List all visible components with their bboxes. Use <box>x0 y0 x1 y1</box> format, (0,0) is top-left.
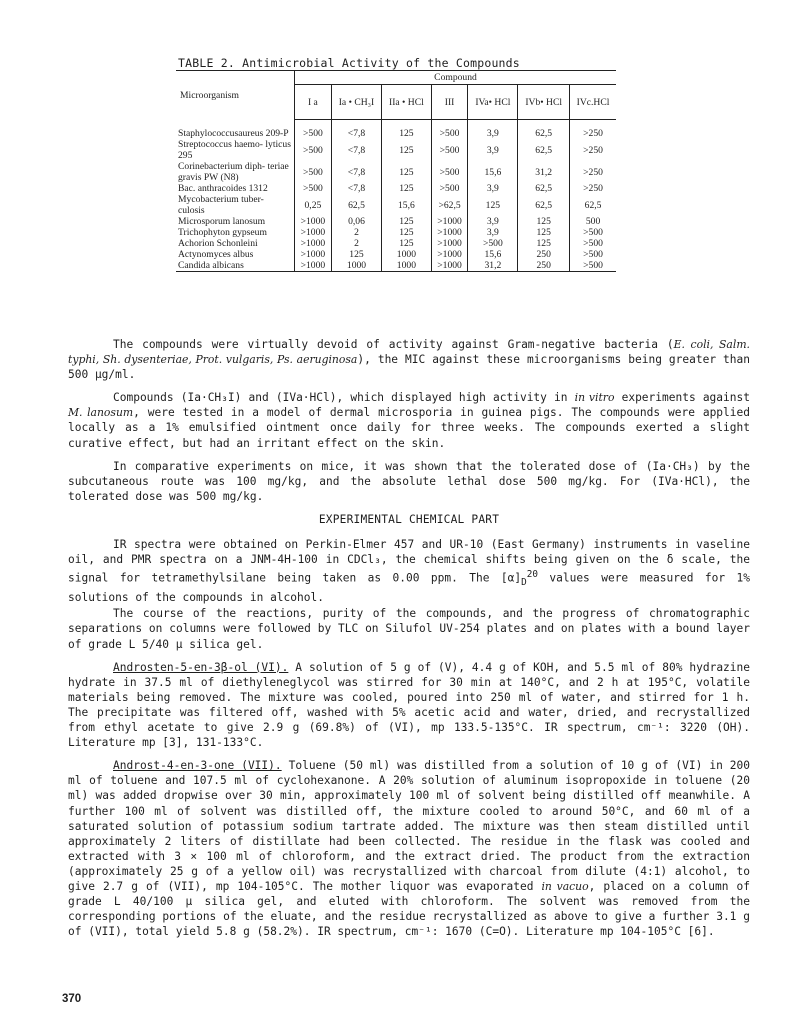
text-run: Toluene (50 ml) was distilled from a solution of 10 g of (VI) in 200 ml of toluene and 107.5 ml of cyclohexanone. A 20% solution of aluminum isopropoxide in toluene (20 ml) was added dropwise over 30 min, approximately 100 ml of solvent being distilled off meanwhile. A further 100 ml of solvent was distilled off, the mixture cooled to around 50°C, and 60 ml of a saturated solution of potassium sodium tartrate added. The mixture was then steam distilled until approximately 2 liters of distillate had been collected. The residue in the flask was cooled and extracted with 3 × 100 ml of chloroform, and the extract dried. The product from the extraction (approximately 25 g of a yellow oil) was recrystallized with charcoal from dilute (4:1) alcohol, to give 2.7 g of (VII), mp 104-105°C. The mother liquor was evaporated <box>68 759 751 893</box>
text-run: , were tested in a model of dermal microsporia in guinea pigs. The compounds were applied locally as a 1% emulsified ointment once daily for three weeks. The compounds exerted a slight curative effect, but had an irritant effect on the skin. <box>68 406 750 450</box>
mic-value-cell: >1000 <box>431 216 468 227</box>
column-header-compound: Ia • CH₃I <box>331 85 381 120</box>
paragraph-compound-vii <box>68 758 750 939</box>
text-run: , placed on a column of grade L 40/100 μ silica gel, and eluted with chloroform. The solvent was removed from the corresponding portions of the eluate, and the residue recrystallized as above to give a further 3.1 g of (VII), total yield 5.8 g (58.2%). IR spectrum, cm⁻¹: 1670 (C=O). Literature mp 104-105°C [6]. <box>68 879 750 939</box>
mic-value-cell: 125 <box>518 227 570 238</box>
mic-value-cell: >500 <box>431 139 468 161</box>
mic-value-cell: >500 <box>570 249 616 260</box>
mic-value-cell: >500 <box>295 128 332 139</box>
mic-value-cell: 125 <box>518 216 570 227</box>
mic-value-cell: >500 <box>570 260 616 272</box>
mic-value-cell: >500 <box>431 161 468 183</box>
mic-value-cell: 15,6 <box>468 249 518 260</box>
mic-value-cell: >62,5 <box>431 194 468 216</box>
italic-term: M. lanosum <box>68 406 134 420</box>
table-row <box>176 128 616 139</box>
mic-value-cell: >500 <box>431 128 468 139</box>
mic-value-cell: >1000 <box>431 260 468 272</box>
mic-value-cell: >250 <box>570 183 616 194</box>
mic-value-cell: 500 <box>570 216 616 227</box>
mic-value-cell: <7,8 <box>331 183 381 194</box>
table-row <box>176 161 616 183</box>
mic-value-cell: >500 <box>570 227 616 238</box>
mic-value-cell: >1000 <box>295 238 332 249</box>
mic-value-cell: 0,25 <box>295 194 332 216</box>
section-heading: EXPERIMENTAL CHEMICAL PART <box>318 512 500 526</box>
microorganism-name: Achorion Schonleini <box>178 238 258 249</box>
mic-value-cell: 62,5 <box>518 128 570 139</box>
mic-value-cell: >1000 <box>431 249 468 260</box>
mic-value-cell: <7,8 <box>331 161 381 183</box>
mic-value-cell: >1000 <box>295 227 332 238</box>
mic-value-cell: >250 <box>570 128 616 139</box>
column-group-compound: Compound <box>295 71 617 85</box>
paragraph-compound-vi <box>68 660 750 751</box>
species-list: E. coli, Salm. typhi, Sh. dysenteriae, Prot. vulgaris, Ps. aeruginosa <box>68 338 750 367</box>
mic-value-cell: 1000 <box>382 260 431 272</box>
mic-value-cell: 62,5 <box>331 194 381 216</box>
table-row <box>176 183 616 194</box>
mic-value-cell: 125 <box>382 216 431 227</box>
page-number: 370 <box>62 993 82 1005</box>
mic-value-cell: 62,5 <box>518 194 570 216</box>
column-header-compound: IIa • HCl <box>382 85 431 120</box>
mic-value-cell: 3,9 <box>468 227 518 238</box>
text-run: values were measured for 1% solutions of the compounds in alcohol. <box>68 571 750 605</box>
table-caption: TABLE 2. Antimicrobial Activity of the Compounds <box>178 56 520 70</box>
text-run: IR spectra were obtained on Perkin-Elmer 457 and UR-10 (East Germany) instruments in vaseline oil, and PMR spectra on a JNM-4H-100 in CDCl₃, the chemical shifts being given on the δ scale, the signal for tetramethylsilane being taken as 0.00 ppm. The <box>68 538 750 585</box>
mic-value-cell: 15,6 <box>382 194 431 216</box>
paragraph-gram-negative <box>68 337 750 382</box>
microorganism-name: Bac. anthracoides 1312 <box>178 183 268 194</box>
mic-value-cell: 125 <box>382 128 431 139</box>
mic-value-cell: >250 <box>570 139 616 161</box>
microorganism-name: Trichophyton gypseum <box>178 227 267 238</box>
mic-value-cell: >1000 <box>295 216 332 227</box>
mic-value-cell: 62,5 <box>570 194 616 216</box>
mic-value-cell: 1000 <box>382 249 431 260</box>
mic-value-cell: 62,5 <box>518 183 570 194</box>
italic-term: in vacuo <box>541 879 589 893</box>
mic-value-cell: >250 <box>570 161 616 183</box>
microorganism-name: Mycobacterium tuber- culosis <box>178 194 264 216</box>
mic-value-cell: 3,9 <box>468 128 518 139</box>
mic-value-cell: 31,2 <box>518 161 570 183</box>
microorganism-name: Staphylococcusaureus 209-P <box>178 128 289 139</box>
mic-value-cell: 250 <box>518 260 570 272</box>
mic-value-cell: >500 <box>295 139 332 161</box>
mic-value-cell: 250 <box>518 249 570 260</box>
compound-title: Androsten-5-en-3β-ol (VI). <box>113 660 289 674</box>
column-header-compound: III <box>431 85 468 120</box>
rotation-superscript: 20 <box>526 569 538 581</box>
column-header-compound: I a <box>295 85 332 120</box>
mic-value-cell: 3,9 <box>468 183 518 194</box>
rotation-symbol: [α] <box>500 571 522 585</box>
column-header-compound: IVa• HCl <box>468 85 518 120</box>
mic-value-cell: >1000 <box>295 249 332 260</box>
mic-value-cell: 3,9 <box>468 139 518 161</box>
table-row <box>176 227 616 238</box>
table-row <box>176 194 616 216</box>
mic-value-cell: 125 <box>382 227 431 238</box>
paragraph-tlc: The course of the reactions, purity of the compounds, and the progress of chromatographic separations on columns were followed by TLC on Silufol UV-254 plates and on plates with a bound layer of grade L 5/40 μ silica gel. <box>68 607 750 651</box>
mic-value-cell: >500 <box>431 183 468 194</box>
column-header-microorganism: Microorganism <box>176 71 295 120</box>
compound-title: Androst-4-en-3-one (VII). <box>113 759 282 773</box>
table-spacer-row <box>176 120 616 129</box>
mic-value-cell: >500 <box>295 161 332 183</box>
mic-value-cell: >1000 <box>431 227 468 238</box>
microorganism-name: Corinebacterium diph- teriae gravis PW (N8) <box>178 161 289 183</box>
text-run: experiments against <box>614 391 750 405</box>
mic-value-cell: 125 <box>468 194 518 216</box>
mic-value-cell: <7,8 <box>331 128 381 139</box>
text-run: Compounds (Ia·CH₃I) and (IVa·HCl), which displayed high activity in <box>113 391 575 405</box>
mic-value-cell: >500 <box>468 238 518 249</box>
table-row <box>176 216 616 227</box>
mic-value-cell: 125 <box>382 139 431 161</box>
rotation-subscript: D <box>521 577 527 589</box>
mic-value-cell: >500 <box>295 183 332 194</box>
mic-value-cell: 2 <box>331 238 381 249</box>
microorganism-name: Candida albicans <box>176 260 295 272</box>
mic-value-cell: 125 <box>382 183 431 194</box>
mic-value-cell: 1000 <box>331 260 381 272</box>
table-row <box>176 249 616 260</box>
mic-value-cell: >1000 <box>295 260 332 272</box>
mic-value-cell: 2 <box>331 227 381 238</box>
mic-value-cell: 125 <box>382 161 431 183</box>
body-text <box>68 337 750 947</box>
microorganism-name: Microsporum lanosum <box>178 216 266 227</box>
text-run: A solution of 5 g of (V), 4.4 g of KOH, and 5.5 ml of 80% hydrazine hydrate in 37.5 ml of diethyleneglycol was stirred for 30 min at 140°C, and 2 h at 195°C, volatile materials being removed. The mixture was cooled, poured into 250 ml of water, and stirred for 1 h. The precipitate was filtered off, washed with 5% acetic acid and water, dried, and recrystallized from ethyl acetate to give 2.9 g (69.8%) of (VI), mp 133.5-135°C. IR spectrum, cm⁻¹: 3220 (OH). Literature mp [3], 131-133°C. <box>68 660 750 750</box>
antimicrobial-activity-table <box>176 70 616 272</box>
table-row <box>176 139 616 161</box>
table-row <box>176 260 616 272</box>
paragraph-instruments <box>68 537 750 605</box>
mic-value-cell: 125 <box>382 238 431 249</box>
table-row <box>176 238 616 249</box>
microorganism-name: Streptococcus haemo- lyticus 295 <box>178 139 291 161</box>
mic-value-cell: 125 <box>331 249 381 260</box>
mic-value-cell: >500 <box>570 238 616 249</box>
text-run: The compounds were virtually devoid of activity against Gram-negative bacteria ( <box>113 338 674 351</box>
column-header-compound: IVb• HCl <box>518 85 570 120</box>
mic-value-cell: 15,6 <box>468 161 518 183</box>
mic-value-cell: 125 <box>518 238 570 249</box>
mic-value-cell: <7,8 <box>331 139 381 161</box>
paragraph-microsporia <box>68 390 750 450</box>
mic-value-cell: >1000 <box>431 238 468 249</box>
microorganism-name: Actynomyces albus <box>178 249 254 260</box>
column-header-compound: IVc.HCl <box>570 85 616 120</box>
italic-term: in vitro <box>574 391 615 405</box>
text-run: ), the MIC against these microorganisms being greater than 500 μg/ml. <box>68 353 751 382</box>
mic-value-cell: 3,9 <box>468 216 518 227</box>
paragraph-toxicity: In comparative experiments on mice, it was shown that the tolerated dose of (Ia·CH₃) by the subcutaneous route was 100 mg/kg, and the absolute lethal dose 500 mg/kg. For (IVa·HCl), the tolerated dose was 500 mg/kg. <box>68 459 750 503</box>
mic-value-cell: 62,5 <box>518 139 570 161</box>
mic-value-cell: 0,06 <box>331 216 381 227</box>
mic-value-cell: 31,2 <box>468 260 518 272</box>
